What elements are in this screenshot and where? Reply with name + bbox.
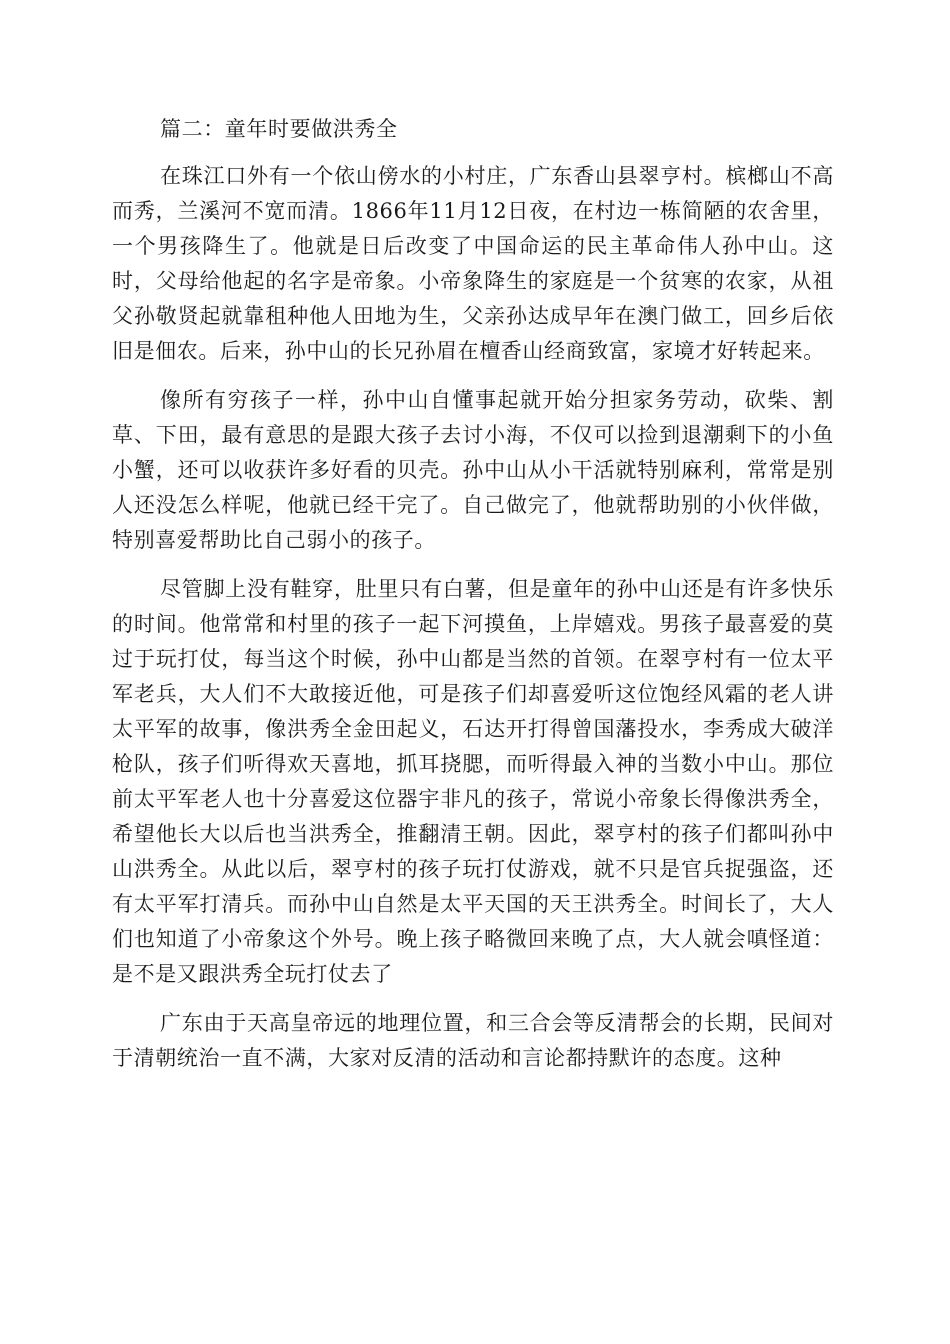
- paragraph-2: 像所有穷孩子一样，孙中山自懂事起就开始分担家务劳动，砍柴、割草、下田，最有意思的是跟大孩子去讨小海，不仅可以捡到退潮剩下的小鱼小蟹，还可以收获许多好看的贝壳。孙中山从小干活就特别麻利，常常是别人还没怎么样呢，他就已经干完了。自己做完了，他就帮助别的小伙伴做，特别喜爱帮助比自己弱小的孩子。: [112, 388, 834, 552]
- paragraph-1: 在珠江口外有一个依山傍水的小村庄，广东香山县翠亨村。槟榔山不高而秀，兰溪河不宽而清。1866年11月12日夜，在村边一栋简陋的农舍里，一个男孩降生了。他就是日后改变了中国命运的民主革命伟人孙中山。这时，父母给他起的名字是帝象。小帝象降生的家庭是一个贫寒的农家，从祖父孙敬贤起就靠租种他人田地为生，父亲孙达成早年在澳门做工，回乡后依旧是佃农。后来，孙中山的长兄孙眉在檀香山经商致富，家境才好转起来。: [112, 164, 834, 363]
- section-heading: 篇二：童年时要做洪秀全: [160, 117, 398, 141]
- document-body: [112, 112, 834, 1090]
- paragraph-3: 尽管脚上没有鞋穿，肚里只有白薯，但是童年的孙中山还是有许多快乐的时间。他常常和村里的孩子一起下河摸鱼，上岸嬉戏。男孩子最喜爱的莫过于玩打仗，每当这个时候，孙中山都是当然的首领。在翠亨村有一位太平军老兵，大人们不大敢接近他，可是孩子们却喜爱听这位饱经风霜的老人讲太平军的故事，像洪秀全金田起义，石达开打得曾国藩投水，李秀成大破洋枪队，孩子们听得欢天喜地，抓耳挠腮，而听得最入神的当数小中山。那位前太平军老人也十分喜爱这位器宇非凡的孩子，常说小帝象长得像洪秀全，希望他长大以后也当洪秀全，推翻清王朝。因此，翠亨村的孩子们都叫孙中山洪秀全。从此以后，翠亨村的孩子玩打仗游戏，就不只是官兵捉强盗，还有太平军打清兵。而孙中山自然是太平天国的天王洪秀全。时间长了，大人们也知道了小帝象这个外号。晚上孩子略微回来晚了点，大人就会嗔怪道：是不是又跟洪秀全玩打仗去了: [112, 577, 834, 986]
- paragraph-4: 广东由于天高皇帝远的地理位置，和三合会等反清帮会的长期，民间对于清朝统治一直不满，大家对反清的活动和言论都持默许的态度。这种: [112, 1011, 834, 1070]
